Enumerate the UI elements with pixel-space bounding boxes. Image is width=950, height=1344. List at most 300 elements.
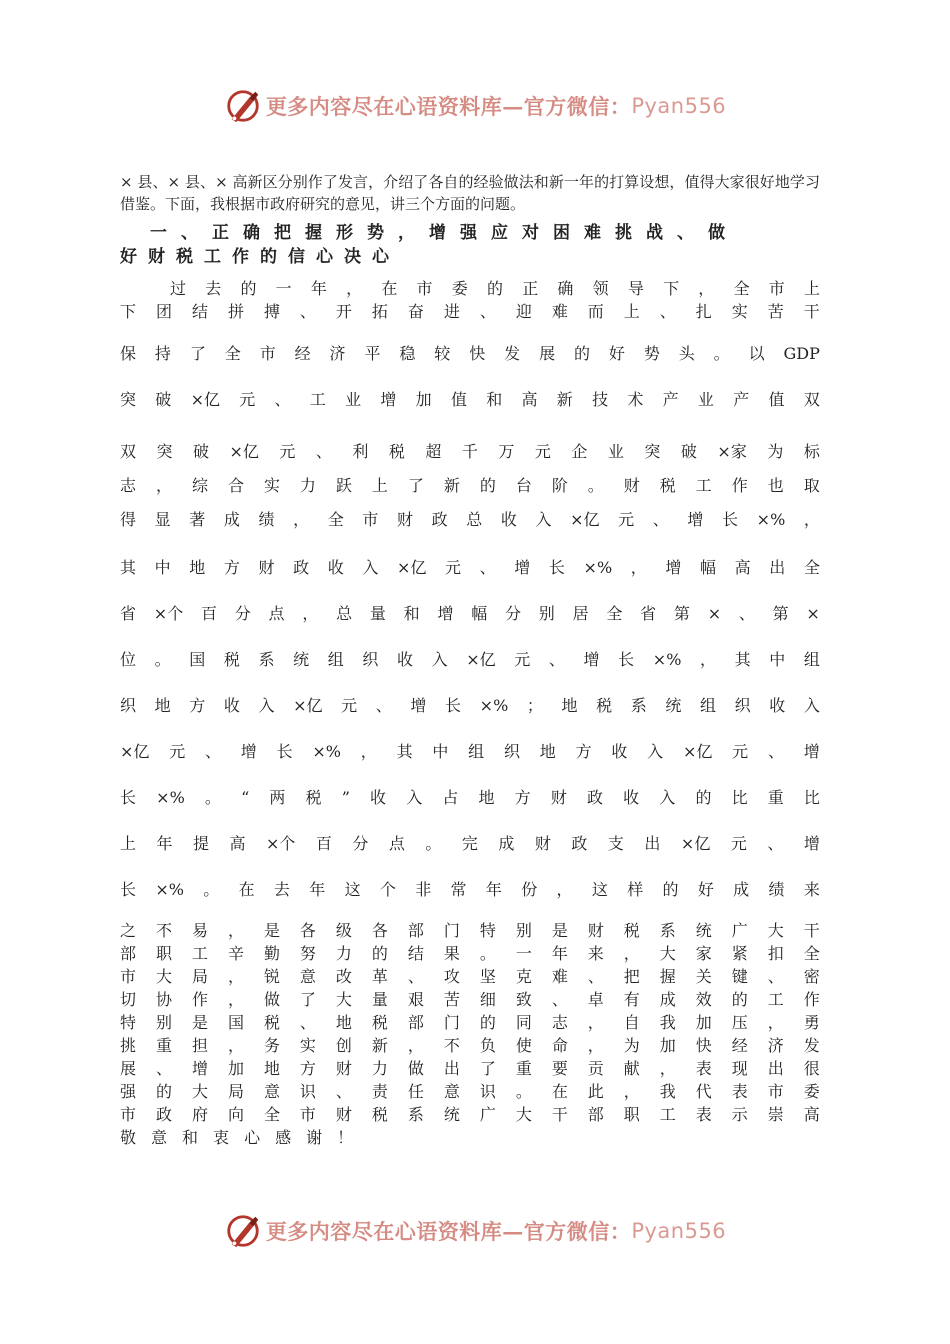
text-glyph: 、 xyxy=(335,1082,352,1101)
text-glyph: 统 xyxy=(665,696,682,715)
text-glyph: 识 xyxy=(299,1082,316,1101)
text-glyph: 超 xyxy=(425,442,442,461)
text-glyph: 政 xyxy=(155,1105,172,1124)
text-glyph: 全 xyxy=(263,1105,280,1124)
text-glyph: 位 xyxy=(120,650,137,669)
text-glyph: 入 xyxy=(803,696,820,715)
text-glyph: 效 xyxy=(695,990,712,1009)
text-glyph: ， xyxy=(346,279,363,298)
text-glyph: 政 xyxy=(293,558,310,577)
text-glyph: ×% xyxy=(155,880,184,899)
text-glyph: 点 xyxy=(388,834,405,853)
text-line xyxy=(120,1103,820,1126)
text-glyph: 一 xyxy=(275,279,292,298)
text-glyph: 勤 xyxy=(263,944,280,963)
text-glyph: 密 xyxy=(803,967,820,986)
text-glyph: 税 xyxy=(596,696,613,715)
text-glyph: ， xyxy=(227,921,244,940)
text-glyph: 、 xyxy=(315,442,332,461)
text-glyph: 发 xyxy=(803,1036,820,1055)
text-glyph: 、 xyxy=(551,990,568,1009)
text-glyph: 部 xyxy=(120,944,137,963)
text-glyph: 了 xyxy=(299,990,316,1009)
text-glyph: 组 xyxy=(327,650,344,669)
text-glyph: 元 xyxy=(239,390,256,409)
text-glyph: 、 xyxy=(479,558,496,577)
text-glyph: 新 xyxy=(371,1036,388,1055)
text-glyph: 革 xyxy=(371,967,388,986)
text-glyph: 国 xyxy=(227,1013,244,1032)
text-glyph: 贡 xyxy=(587,1059,604,1078)
text-glyph: 易 xyxy=(191,921,208,940)
text-glyph: 难 xyxy=(551,967,568,986)
text-glyph: ， xyxy=(407,1036,424,1055)
text-glyph: 的 xyxy=(731,990,748,1009)
text-glyph: 值 xyxy=(450,390,467,409)
text-glyph: ×家 xyxy=(717,442,747,461)
text-glyph: 元 xyxy=(445,558,462,577)
paragraph-block-4 xyxy=(120,545,820,913)
text-glyph: 奋 xyxy=(407,302,424,321)
text-glyph: 特 xyxy=(120,1013,137,1032)
text-glyph: 分 xyxy=(505,604,522,623)
text-glyph: 幅 xyxy=(700,558,717,577)
text-glyph: 是 xyxy=(263,921,280,940)
text-glyph: 别 xyxy=(515,921,532,940)
text-glyph: 成 xyxy=(733,880,750,899)
text-glyph: ， xyxy=(227,967,244,986)
text-glyph: 致 xyxy=(515,990,532,1009)
text-glyph: 支 xyxy=(607,834,624,853)
text-glyph: 个 xyxy=(379,880,396,899)
text-glyph: 力 xyxy=(335,944,352,963)
text-glyph: 双 xyxy=(120,442,137,461)
text-glyph: 系 xyxy=(258,650,275,669)
banner-text: 更多内容尽在心语资料库—官方微信： xyxy=(265,94,632,119)
text-glyph: 地 xyxy=(539,742,556,761)
text-glyph: 税 xyxy=(623,921,640,940)
text-glyph: 作 xyxy=(803,990,820,1009)
text-glyph: 拓 xyxy=(371,302,388,321)
text-glyph: 很 xyxy=(803,1059,820,1078)
text-glyph: 收 xyxy=(223,696,240,715)
text-glyph: 的 xyxy=(486,279,503,298)
text-glyph: 委 xyxy=(803,1082,820,1101)
text-glyph: ×% xyxy=(652,650,682,669)
text-glyph: 迎 xyxy=(515,302,532,321)
text-glyph: ， xyxy=(360,742,377,761)
text-glyph: 担 xyxy=(191,1036,208,1055)
text-glyph: 团 xyxy=(155,302,172,321)
text-glyph: ×亿 xyxy=(190,390,220,409)
text-glyph: 第 xyxy=(673,604,690,623)
text-glyph: 级 xyxy=(335,921,352,940)
text-glyph: 成 xyxy=(223,510,240,529)
text-glyph: ， xyxy=(623,944,640,963)
text-glyph: 成 xyxy=(659,990,676,1009)
text-glyph: 常 xyxy=(450,880,467,899)
text-glyph: 省 xyxy=(640,604,657,623)
text-glyph: 扣 xyxy=(767,944,784,963)
text-glyph: 幅 xyxy=(471,604,488,623)
text-glyph: ， xyxy=(293,510,310,529)
text-glyph: 去 xyxy=(205,279,222,298)
text-line xyxy=(120,942,820,965)
text-glyph: 结 xyxy=(407,944,424,963)
text-glyph: 元 xyxy=(514,650,531,669)
text-glyph: 出 xyxy=(644,834,661,853)
text-glyph: 献 xyxy=(623,1059,640,1078)
text-glyph: ×亿 xyxy=(293,696,323,715)
text-glyph: 保 xyxy=(120,344,137,363)
text-glyph: 的 xyxy=(695,788,712,807)
text-glyph: 责 xyxy=(371,1082,388,1101)
text-glyph: ， xyxy=(630,558,647,577)
text-glyph: 第 xyxy=(772,604,789,623)
text-glyph: 中 xyxy=(432,742,449,761)
text-glyph: 切 xyxy=(120,990,137,1009)
text-line xyxy=(120,377,820,423)
text-glyph: 攻 xyxy=(443,967,460,986)
text-glyph: 表 xyxy=(695,1105,712,1124)
text-glyph: 比 xyxy=(731,788,748,807)
text-glyph: 全 xyxy=(733,279,750,298)
text-glyph: 职 xyxy=(623,1105,640,1124)
text-glyph: 务 xyxy=(263,1036,280,1055)
text-glyph: 年 xyxy=(309,880,326,899)
text-glyph: 突 xyxy=(156,442,173,461)
text-glyph: 平 xyxy=(364,344,381,363)
text-glyph: 税 xyxy=(305,788,322,807)
text-glyph: 市 xyxy=(416,279,433,298)
text-glyph: 财 xyxy=(335,1105,352,1124)
text-glyph: 市 xyxy=(299,1105,316,1124)
text-glyph: 过 xyxy=(170,279,187,298)
text-glyph: 入 xyxy=(659,788,676,807)
text-glyph: 济 xyxy=(767,1036,784,1055)
text-glyph: 在 xyxy=(551,1082,568,1101)
text-glyph: 业 xyxy=(697,390,714,409)
text-glyph: 、 xyxy=(299,302,316,321)
text-glyph: 织 xyxy=(503,742,520,761)
text-glyph: 税 xyxy=(371,1013,388,1032)
text-glyph: 统 xyxy=(695,921,712,940)
text-glyph: 中 xyxy=(154,558,171,577)
text-glyph: 国 xyxy=(189,650,206,669)
text-glyph: 工 xyxy=(695,476,712,495)
text-glyph: 关 xyxy=(695,967,712,986)
text-glyph: 长 xyxy=(548,558,565,577)
text-glyph: 坚 xyxy=(479,967,496,986)
text-glyph: 稳 xyxy=(399,344,416,363)
text-glyph: 绩 xyxy=(258,510,275,529)
text-glyph: 元 xyxy=(534,442,551,461)
text-glyph: 广 xyxy=(479,1105,496,1124)
text-glyph: 广 xyxy=(731,921,748,940)
text-glyph: 企 xyxy=(571,442,588,461)
text-glyph: 元 xyxy=(732,742,749,761)
text-glyph: 增 xyxy=(665,558,682,577)
text-glyph: 两 xyxy=(269,788,286,807)
text-glyph: 政 xyxy=(586,788,603,807)
text-glyph: 收 xyxy=(500,510,517,529)
text-glyph: 把 xyxy=(623,967,640,986)
text-glyph: 、 xyxy=(738,604,755,623)
text-glyph: 、 xyxy=(407,967,424,986)
text-line xyxy=(120,503,820,537)
text-glyph: 做 xyxy=(263,990,280,1009)
text-glyph: ， xyxy=(803,510,820,529)
banner-text: 更多内容尽在心语资料库—官方微信： xyxy=(265,1219,632,1244)
text-glyph: 收 xyxy=(370,788,387,807)
text-glyph: 部 xyxy=(407,921,424,940)
text-glyph: 新 xyxy=(443,476,460,495)
text-glyph: ， xyxy=(556,880,573,899)
text-glyph: 份 xyxy=(521,880,538,899)
text-glyph: 局 xyxy=(227,1082,244,1101)
text-glyph: 进 xyxy=(443,302,460,321)
text-glyph: 感 xyxy=(275,1128,292,1147)
text-glyph: 发 xyxy=(504,344,521,363)
text-glyph: 实 xyxy=(299,1036,316,1055)
text-glyph: 来 xyxy=(587,944,604,963)
text-glyph: 负 xyxy=(479,1036,496,1055)
text-glyph: 了 xyxy=(407,476,424,495)
text-glyph: 去 xyxy=(273,880,290,899)
text-glyph: 税 xyxy=(388,442,405,461)
text-glyph: 键 xyxy=(731,967,748,986)
text-glyph: ； xyxy=(526,696,543,715)
text-glyph: 各 xyxy=(371,921,388,940)
text-glyph: 百 xyxy=(200,604,217,623)
text-glyph: 努 xyxy=(299,944,316,963)
text-line xyxy=(120,1080,820,1103)
text-glyph: 财 xyxy=(258,558,275,577)
paragraph-block-2 xyxy=(120,331,820,423)
text-glyph: 意 xyxy=(263,1082,280,1101)
text-glyph: 之 xyxy=(120,921,137,940)
text-glyph: 快 xyxy=(469,344,486,363)
text-glyph: 收 xyxy=(397,650,414,669)
text-glyph: 提 xyxy=(193,834,210,853)
text-glyph: 、 xyxy=(548,650,565,669)
text-glyph: 部 xyxy=(587,1105,604,1124)
text-glyph: 展 xyxy=(120,1059,137,1078)
text-glyph: 系 xyxy=(630,696,647,715)
text-glyph: 破 xyxy=(680,442,697,461)
text-glyph: 税 xyxy=(263,1013,280,1032)
text-glyph: 果 xyxy=(443,944,460,963)
text-glyph: 大 xyxy=(191,1082,208,1101)
text-glyph: 元 xyxy=(341,696,358,715)
text-glyph: 地 xyxy=(335,1013,352,1032)
text-glyph: 的 xyxy=(662,880,679,899)
text-glyph: 好 xyxy=(697,880,714,899)
text-glyph: 入 xyxy=(431,650,448,669)
text-glyph: 我 xyxy=(659,1082,676,1101)
text-line xyxy=(120,545,820,591)
text-glyph: 地 xyxy=(478,788,495,807)
text-glyph: 快 xyxy=(695,1036,712,1055)
text-glyph: 产 xyxy=(733,390,750,409)
text-glyph: 加 xyxy=(659,1036,676,1055)
text-glyph: 是 xyxy=(191,1013,208,1032)
text-glyph: 任 xyxy=(407,1082,424,1101)
text-glyph: 志 xyxy=(551,1013,568,1032)
text-glyph: 绩 xyxy=(768,880,785,899)
text-line xyxy=(120,965,820,988)
text-glyph: 工 xyxy=(659,1105,676,1124)
text-glyph: 万 xyxy=(498,442,515,461)
text-glyph: 别 xyxy=(155,1013,172,1032)
text-glyph: 领 xyxy=(592,279,609,298)
text-glyph: × xyxy=(806,604,820,623)
text-glyph: 全 xyxy=(606,604,623,623)
text-line xyxy=(120,300,820,323)
text-glyph: 作 xyxy=(731,476,748,495)
text-glyph: ” xyxy=(341,788,350,807)
text-line xyxy=(120,683,820,729)
text-glyph: 的 xyxy=(479,476,496,495)
text-line xyxy=(120,469,820,503)
text-glyph: 增 xyxy=(687,510,704,529)
text-glyph: 实 xyxy=(731,302,748,321)
text-glyph: 、 xyxy=(767,834,784,853)
text-glyph: 显 xyxy=(154,510,171,529)
text-glyph: 著 xyxy=(189,510,206,529)
text-glyph: 表 xyxy=(731,1082,748,1101)
text-glyph: 全 xyxy=(803,944,820,963)
text-glyph: 济 xyxy=(329,344,346,363)
text-glyph: 勇 xyxy=(803,1013,820,1032)
text-glyph: 财 xyxy=(587,921,604,940)
text-glyph: 、 xyxy=(659,302,676,321)
text-glyph: 收 xyxy=(623,788,640,807)
text-line xyxy=(120,1034,820,1057)
text-glyph: 命 xyxy=(551,1036,568,1055)
text-glyph: 收 xyxy=(611,742,628,761)
text-glyph: 长 xyxy=(618,650,635,669)
text-glyph: 总 xyxy=(336,604,353,623)
text-glyph: 分 xyxy=(234,604,251,623)
text-glyph: 经 xyxy=(731,1036,748,1055)
text-glyph: 织 xyxy=(734,696,751,715)
text-glyph: 要 xyxy=(551,1059,568,1078)
text-glyph: 改 xyxy=(335,967,352,986)
text-glyph: 门 xyxy=(443,921,460,940)
text-glyph: 。 xyxy=(587,476,604,495)
text-glyph: 门 xyxy=(443,1013,460,1032)
text-glyph: 其 xyxy=(120,558,137,577)
text-glyph: 术 xyxy=(627,390,644,409)
text-line xyxy=(120,821,820,867)
text-glyph: 艰 xyxy=(407,990,424,1009)
text-glyph: 非 xyxy=(415,880,432,899)
text-glyph: 财 xyxy=(335,1059,352,1078)
text-line xyxy=(120,919,820,942)
text-glyph: 增 xyxy=(380,390,397,409)
text-glyph: 利 xyxy=(352,442,369,461)
text-glyph: 辛 xyxy=(227,944,244,963)
text-glyph: 的 xyxy=(573,344,590,363)
text-glyph: 产 xyxy=(662,390,679,409)
text-glyph: 各 xyxy=(299,921,316,940)
text-glyph: 中 xyxy=(769,650,786,669)
text-glyph: 地 xyxy=(263,1059,280,1078)
text-glyph: 出 xyxy=(443,1059,460,1078)
text-glyph: 来 xyxy=(803,880,820,899)
text-glyph: 标 xyxy=(803,442,820,461)
text-glyph: 加 xyxy=(695,1013,712,1032)
text-glyph: ， xyxy=(767,1013,784,1032)
text-glyph: 增 xyxy=(803,834,820,853)
text-glyph: 技 xyxy=(592,390,609,409)
text-glyph: 崇 xyxy=(767,1105,784,1124)
text-glyph: 税 xyxy=(371,1105,388,1124)
text-glyph: 、 xyxy=(299,1013,316,1032)
text-glyph: 此 xyxy=(587,1082,604,1101)
text-glyph: 苦 xyxy=(767,302,784,321)
text-glyph: 府 xyxy=(191,1105,208,1124)
text-line xyxy=(120,331,820,377)
text-glyph: 财 xyxy=(550,788,567,807)
text-glyph: 业 xyxy=(607,442,624,461)
text-glyph: 地 xyxy=(189,558,206,577)
text-glyph: 特 xyxy=(479,921,496,940)
text-glyph: 市 xyxy=(259,344,276,363)
text-glyph: 重 xyxy=(767,788,784,807)
text-glyph: 以 xyxy=(748,344,765,363)
text-glyph: ， xyxy=(227,990,244,1009)
text-glyph: 总 xyxy=(466,510,483,529)
text-glyph: 高 xyxy=(734,558,751,577)
text-glyph: 织 xyxy=(362,650,379,669)
text-glyph: 的 xyxy=(155,1082,172,1101)
text-glyph: 持 xyxy=(154,344,171,363)
text-glyph: 年 xyxy=(156,834,173,853)
text-glyph: 高 xyxy=(803,1105,820,1124)
text-glyph: 难 xyxy=(551,302,568,321)
text-glyph: 表 xyxy=(695,1059,712,1078)
text-glyph: 和 xyxy=(403,604,420,623)
text-glyph: 系 xyxy=(659,921,676,940)
text-glyph: 系 xyxy=(407,1105,424,1124)
text-glyph: 地 xyxy=(561,696,578,715)
text-glyph: 开 xyxy=(335,302,352,321)
text-glyph: 入 xyxy=(535,510,552,529)
text-glyph: 上 xyxy=(120,834,137,853)
text-glyph: ！ xyxy=(337,1128,354,1147)
text-glyph: 不 xyxy=(443,1036,460,1055)
text-glyph: 增 xyxy=(437,604,454,623)
text-glyph: 代 xyxy=(695,1082,712,1101)
text-glyph: 台 xyxy=(515,476,532,495)
text-glyph: 方 xyxy=(514,788,531,807)
text-glyph: 、 xyxy=(767,967,784,986)
text-glyph: 市 xyxy=(120,1105,137,1124)
text-glyph: 财 xyxy=(397,510,414,529)
text-glyph: 全 xyxy=(327,510,344,529)
text-glyph: 下 xyxy=(663,279,680,298)
text-glyph: 好 xyxy=(608,344,625,363)
text-glyph: 重 xyxy=(515,1059,532,1078)
text-glyph: ×亿 xyxy=(570,510,600,529)
text-glyph: 。 xyxy=(203,880,220,899)
text-glyph: ×个 xyxy=(266,834,296,853)
text-glyph: 正 xyxy=(522,279,539,298)
text-glyph: 统 xyxy=(443,1105,460,1124)
text-glyph: 使 xyxy=(515,1036,532,1055)
